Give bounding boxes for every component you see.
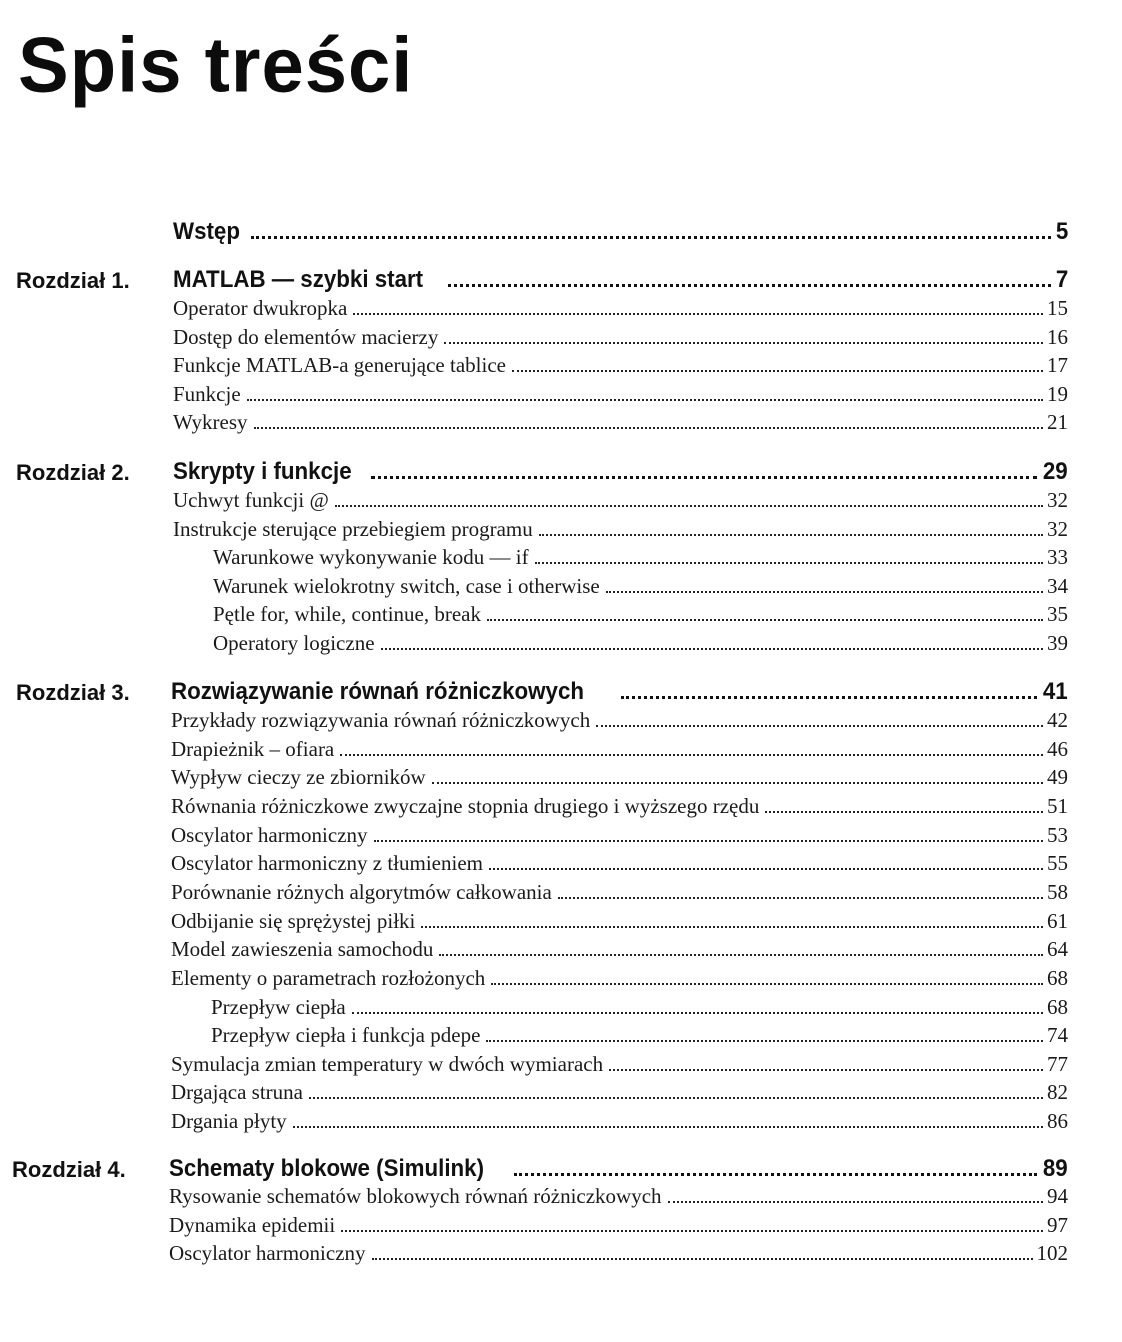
toc-section[interactable] — [173, 382, 1068, 407]
leader-dots — [621, 680, 1037, 699]
leader-dots — [341, 1214, 1043, 1232]
section-page: 34 — [1047, 574, 1068, 598]
toc-section[interactable] — [171, 1109, 1068, 1134]
section-title: Operatory logiczne — [213, 631, 375, 655]
section-title: Pętle for, while, continue, break — [213, 602, 481, 626]
toc-section[interactable] — [171, 880, 1068, 905]
toc-intro-label: Wstęp — [173, 218, 240, 245]
section-page: 55 — [1047, 851, 1068, 875]
chapter-title: Schematy blokowe (Simulink) — [169, 1155, 485, 1182]
section-page: 32 — [1047, 488, 1068, 512]
toc-section[interactable] — [173, 325, 1068, 350]
section-title: Uchwyt funkcji @ — [173, 488, 329, 512]
leader-dots — [353, 297, 1043, 315]
toc-section[interactable] — [169, 1184, 1068, 1209]
chapter-page: 89 — [1043, 1155, 1068, 1182]
section-page: 42 — [1047, 708, 1068, 732]
leader-dots — [448, 268, 1051, 287]
toc-section[interactable] — [169, 1213, 1068, 1238]
section-page: 33 — [1047, 545, 1068, 569]
section-title: Warunek wielokrotny switch, case i otherwise — [213, 574, 600, 598]
toc-section[interactable] — [171, 794, 1068, 819]
leader-dots — [251, 220, 1051, 239]
section-title: Przepływ ciepła — [211, 995, 346, 1019]
leader-dots — [381, 632, 1043, 650]
section-title: Oscylator harmoniczny z tłumieniem — [171, 851, 483, 875]
section-title: Oscylator harmoniczny — [169, 1241, 366, 1265]
toc-subsection[interactable] — [213, 631, 1068, 656]
section-page: 46 — [1047, 737, 1068, 761]
leader-dots — [491, 967, 1043, 985]
section-title: Warunkowe wykonywanie kodu — if — [213, 545, 529, 569]
toc-section[interactable] — [171, 765, 1068, 790]
section-title: Dostęp do elementów macierzy — [173, 325, 439, 349]
leader-dots — [512, 354, 1043, 372]
section-page: 15 — [1047, 296, 1068, 320]
leader-dots — [539, 518, 1043, 536]
section-page: 39 — [1047, 631, 1068, 655]
section-page: 32 — [1047, 517, 1068, 541]
toc-section[interactable] — [171, 737, 1068, 762]
toc-section[interactable] — [171, 909, 1068, 934]
section-title: Funkcje MATLAB-a generujące tablice — [173, 353, 506, 377]
leader-dots — [374, 824, 1043, 842]
section-title: Przepływ ciepła i funkcja pdepe — [211, 1023, 481, 1047]
leader-dots — [487, 603, 1043, 621]
leader-dots — [444, 326, 1043, 344]
leader-dots — [254, 411, 1043, 429]
section-title: Rysowanie schematów blokowych równań różniczkowych — [169, 1184, 662, 1208]
section-page: 16 — [1047, 325, 1068, 349]
chapter-page: 7 — [1055, 266, 1068, 293]
section-title: Drgająca struna — [171, 1080, 303, 1104]
section-page: 61 — [1047, 909, 1068, 933]
chapter-number: Rozdział 1. — [16, 268, 130, 293]
section-title: Drgania płyty — [171, 1109, 287, 1133]
leader-dots — [247, 383, 1043, 401]
leader-dots — [439, 938, 1043, 956]
leader-dots — [335, 489, 1043, 507]
chapter-number: Rozdział 4. — [12, 1157, 126, 1182]
chapter-title: Skrypty i funkcje — [173, 458, 352, 485]
chapter-page: 41 — [1043, 678, 1068, 705]
section-page: 64 — [1047, 937, 1068, 961]
leader-dots — [668, 1185, 1043, 1203]
chapter-number: Rozdział 2. — [16, 460, 130, 485]
toc-section[interactable] — [171, 1080, 1068, 1105]
leader-dots — [371, 460, 1037, 479]
section-title: Równania różniczkowe zwyczajne stopnia drugiego i wyższego rzędu — [171, 794, 760, 818]
toc-section[interactable] — [171, 851, 1068, 876]
leader-dots — [372, 1242, 1033, 1260]
leader-dots — [606, 575, 1043, 593]
leader-dots — [596, 709, 1043, 727]
section-title: Oscylator harmoniczny — [171, 823, 368, 847]
chapter-number: Rozdział 3. — [16, 680, 130, 705]
section-title: Elementy o parametrach rozłożonych — [171, 966, 486, 990]
leader-dots — [352, 996, 1043, 1014]
leader-dots — [309, 1081, 1043, 1099]
toc-subsection[interactable] — [213, 545, 1068, 570]
toc-subsection[interactable] — [211, 1023, 1068, 1048]
section-page: 21 — [1047, 410, 1068, 434]
section-page: 68 — [1047, 995, 1068, 1019]
section-title: Model zawieszenia samochodu — [171, 937, 434, 961]
toc-chapter[interactable] — [171, 678, 1068, 706]
section-page: 97 — [1047, 1213, 1068, 1237]
section-page: 77 — [1047, 1052, 1068, 1076]
toc-intro[interactable] — [173, 218, 1068, 246]
leader-dots — [558, 881, 1043, 899]
section-title: Porównanie różnych algorytmów całkowania — [171, 880, 552, 904]
leader-dots — [765, 795, 1043, 813]
toc-section[interactable] — [173, 353, 1068, 378]
section-page: 58 — [1047, 880, 1068, 904]
section-title: Przykłady rozwiązywania równań różniczkowych — [171, 708, 591, 732]
section-title: Dynamika epidemii — [169, 1213, 336, 1237]
toc-section[interactable] — [173, 488, 1068, 513]
section-page: 68 — [1047, 966, 1068, 990]
chapter-page: 29 — [1043, 458, 1068, 485]
leader-dots — [432, 766, 1043, 784]
leader-dots — [293, 1110, 1043, 1128]
leader-dots — [421, 910, 1043, 928]
toc-section[interactable] — [171, 708, 1068, 733]
section-page: 102 — [1036, 1241, 1068, 1265]
toc-section[interactable] — [169, 1241, 1068, 1266]
section-page: 49 — [1047, 765, 1068, 789]
section-title: Wykresy — [173, 410, 248, 434]
toc-subsection[interactable] — [213, 574, 1068, 599]
toc-subsection[interactable] — [211, 995, 1068, 1020]
page-title: Spis treści — [18, 22, 414, 109]
leader-dots — [514, 1157, 1038, 1176]
section-title: Drapieżnik – ofiara — [171, 737, 335, 761]
section-page: 74 — [1047, 1023, 1068, 1047]
section-title: Funkcje — [173, 382, 241, 406]
section-title: Instrukcje sterujące przebiegiem programu — [173, 517, 533, 541]
section-page: 19 — [1047, 382, 1068, 406]
section-page: 53 — [1047, 823, 1068, 847]
chapter-title: MATLAB — szybki start — [173, 266, 424, 293]
toc-subsection[interactable] — [213, 602, 1068, 627]
section-title: Symulacja zmian temperatury w dwóch wymiarach — [171, 1052, 604, 1076]
section-page: 86 — [1047, 1109, 1068, 1133]
leader-dots — [340, 738, 1043, 756]
section-page: 51 — [1047, 794, 1068, 818]
toc-section[interactable] — [171, 937, 1068, 962]
leader-dots — [486, 1024, 1043, 1042]
section-page: 82 — [1047, 1080, 1068, 1104]
section-page: 94 — [1047, 1184, 1068, 1208]
toc-section[interactable] — [173, 410, 1068, 435]
toc-intro-page: 5 — [1055, 218, 1068, 245]
leader-dots — [609, 1053, 1043, 1071]
toc-section[interactable] — [173, 296, 1068, 321]
toc-section[interactable] — [171, 1052, 1068, 1077]
section-title: Operator dwukropka — [173, 296, 348, 320]
toc-section[interactable] — [171, 823, 1068, 848]
section-page: 17 — [1047, 353, 1068, 377]
toc-section[interactable] — [171, 966, 1068, 991]
leader-dots — [535, 546, 1043, 564]
section-page: 35 — [1047, 602, 1068, 626]
toc-chapter[interactable] — [173, 458, 1068, 486]
toc-section[interactable] — [173, 517, 1068, 542]
leader-dots — [489, 852, 1043, 870]
chapter-title: Rozwiązywanie równań różniczkowych — [171, 678, 585, 705]
toc-chapter[interactable] — [169, 1155, 1068, 1183]
section-title: Wypływ cieczy ze zbiorników — [171, 765, 426, 789]
toc-chapter[interactable] — [173, 266, 1068, 294]
section-title: Odbijanie się sprężystej piłki — [171, 909, 416, 933]
